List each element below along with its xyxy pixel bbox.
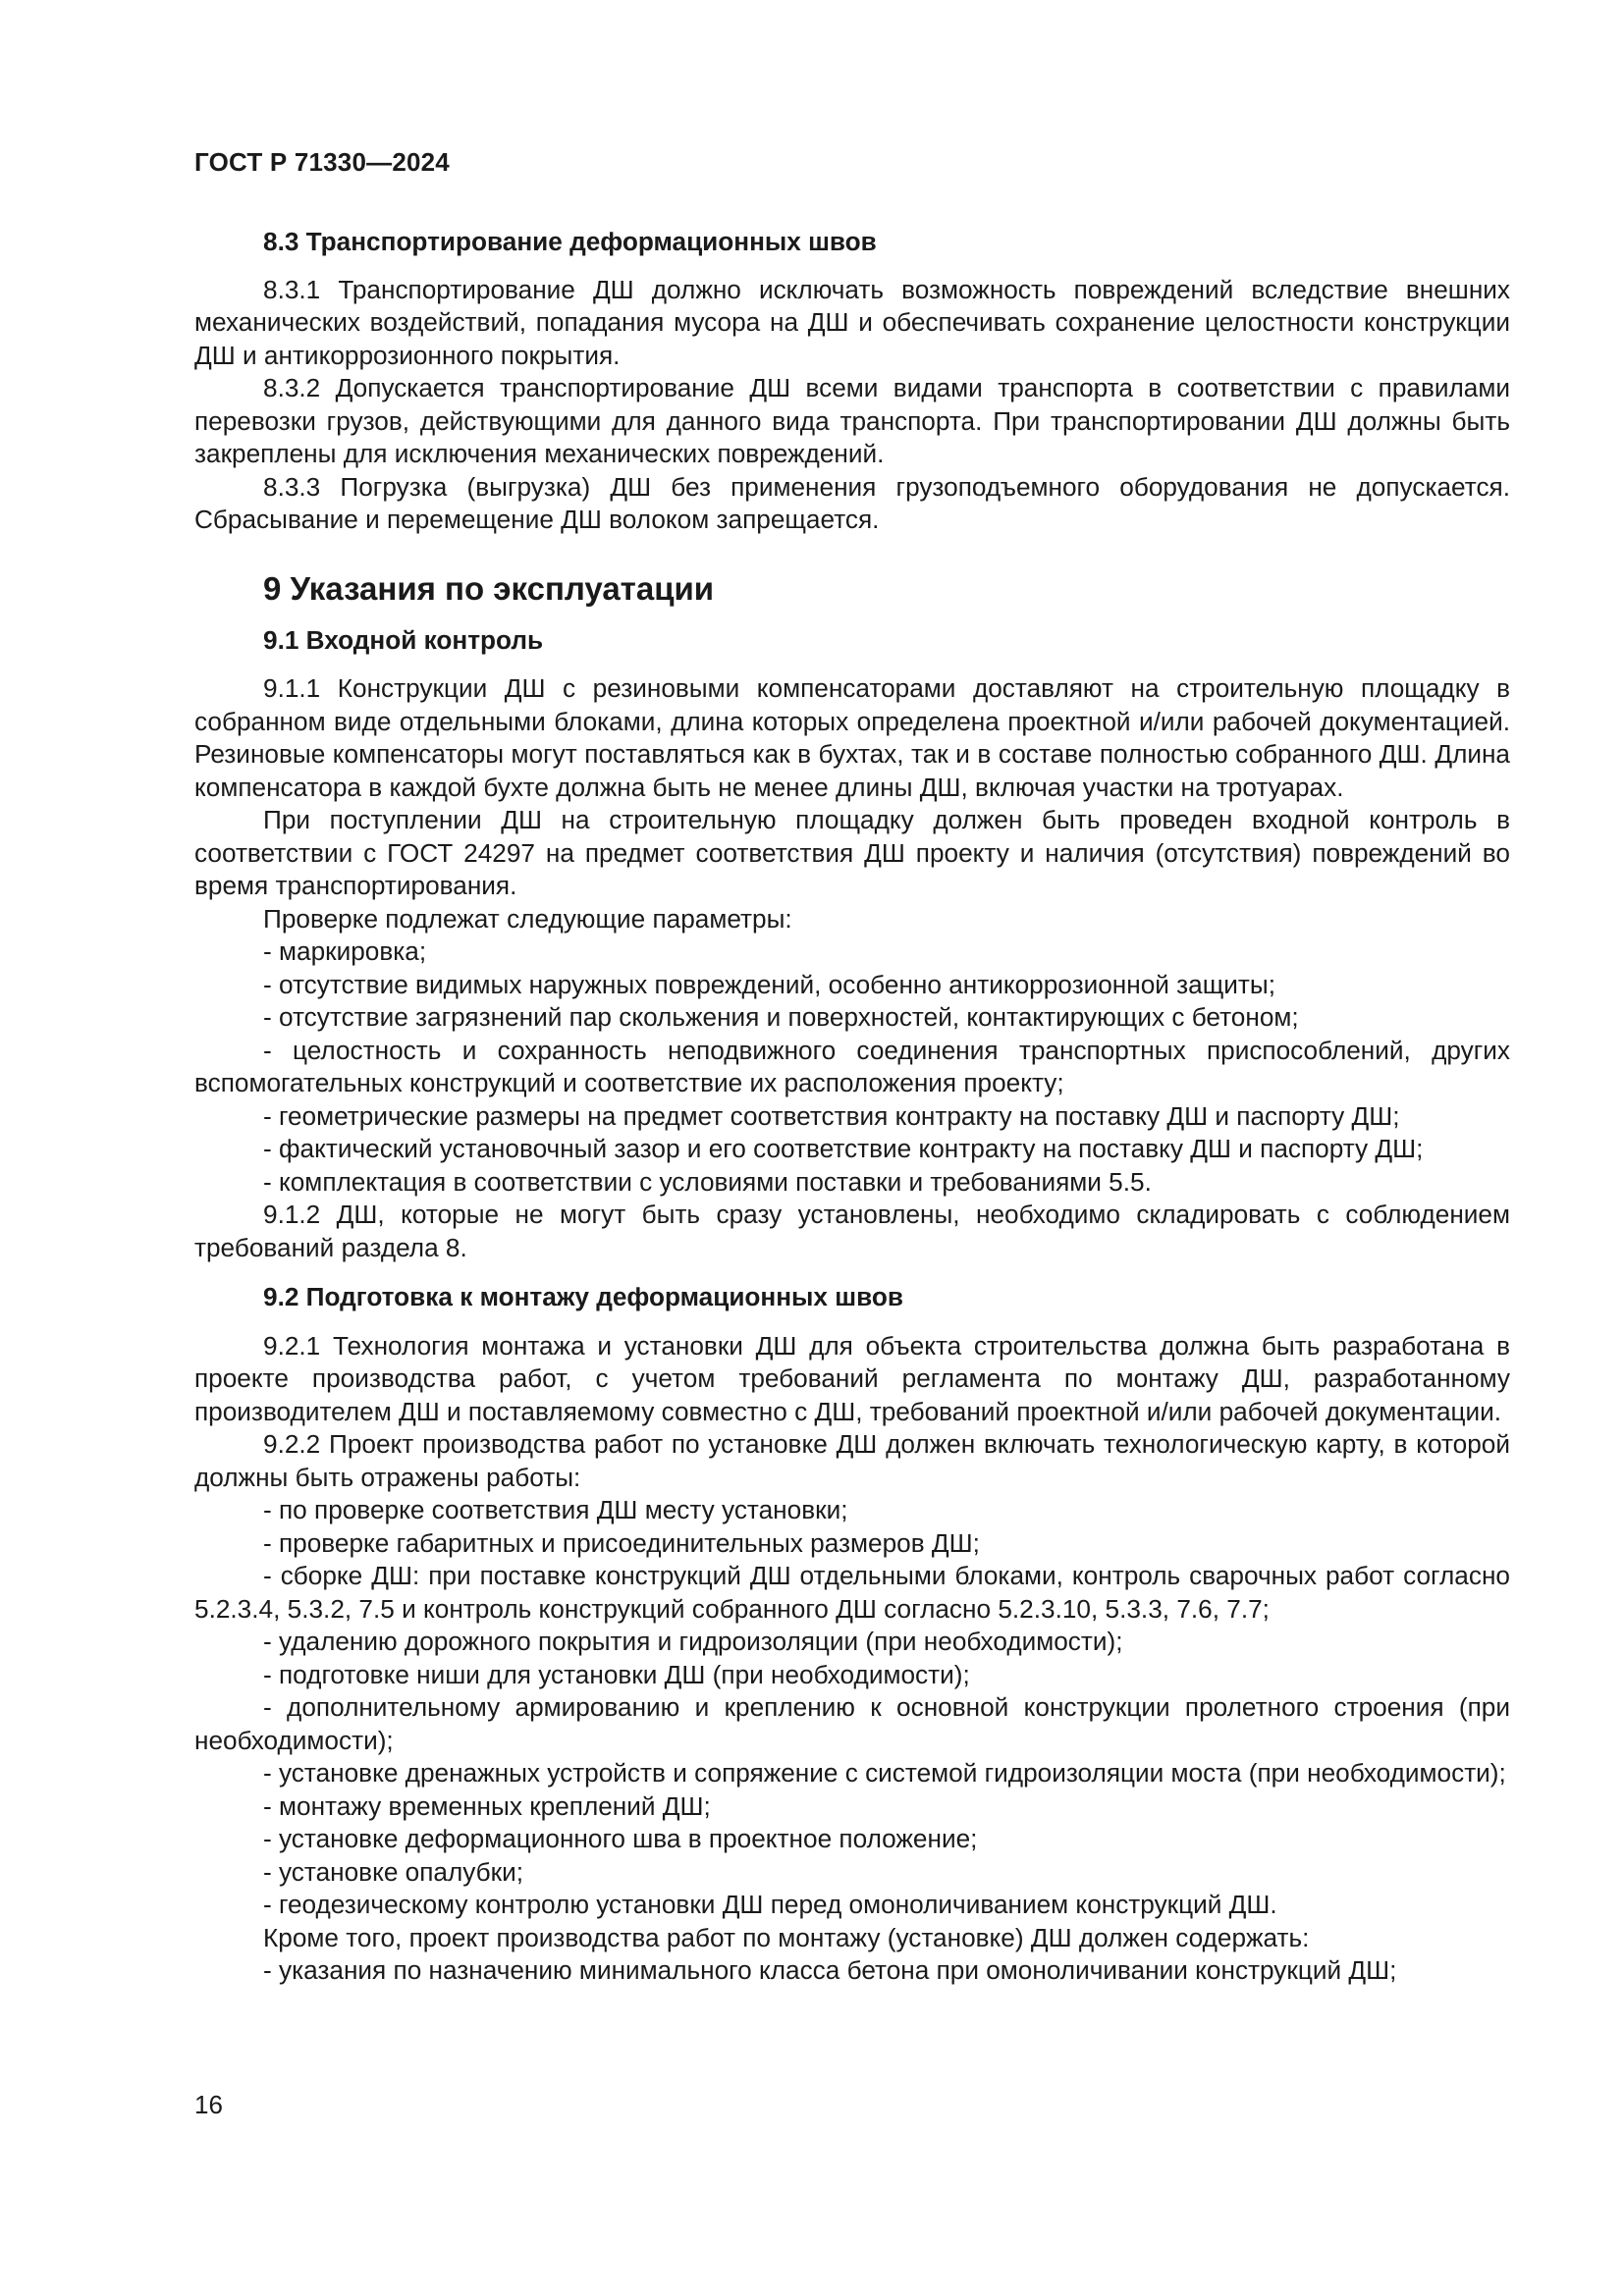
list-item: - комплектация в соответствии с условиями поставки и требованиями 5.5. xyxy=(263,1166,1152,1197)
list-item: - фактический установочный зазор и его соответствие контракту на поставку ДШ и паспорту ДШ; xyxy=(263,1134,1424,1163)
paragraph-9-1-parameters-intro: Проверке подлежат следующие параметры: xyxy=(263,903,792,934)
paragraph-8-3-1: 8.3.1 Транспортирование ДШ должно исключать возможность повреждений вследствие внешних механических воздействий, попадания мусора на ДШ и обеспечивать сохранение целостности конструкции ДШ и антикоррозионного покрытия. xyxy=(194,274,1510,370)
list-item: - сборке ДШ: при поставке конструкций ДШ отдельными блоками, контроль сварочных работ согласно 5.2.3.4, 5.3.2, 7.5 и контроль конструкций собранного ДШ согласно 5.2.3.10, 5.3.3, 7.6, 7.7; xyxy=(194,1561,1510,1624)
list-item: - геометрические размеры на предмет соответствия контракту на поставку ДШ и паспорту ДШ; xyxy=(263,1100,1400,1131)
section-8-3-heading: 8.3 Транспортирование деформационных швов xyxy=(263,227,877,256)
list-item: - указания по назначению минимального класса бетона при омоноличивании конструкций ДШ; xyxy=(263,1955,1397,1985)
list-item: - отсутствие загрязнений пар скольжения и поверхностей, контактирующих с бетоном; xyxy=(263,1002,1299,1032)
document-code: ГОСТ Р 71330—2024 xyxy=(194,147,450,177)
list-item: - дополнительному армированию и креплению к основной конструкции пролетного строения (при необходимости); xyxy=(194,1692,1510,1755)
list-item: - удалению дорожного покрытия и гидроизоляции (при необходимости); xyxy=(263,1627,1123,1656)
section-9-1-heading: 9.1 Входной контроль xyxy=(263,624,544,655)
paragraph-9-1-1: 9.1.1 Конструкции ДШ с резиновыми компенсаторами доставляют на строительную площадку в собранном виде отдельными блоками, длина которых определена проектной и/или рабочей документацией. Резиновые компенсаторы могут поставляться как в бухтах, так и в составе полностью собранного ДШ. Длина компенсатора в каждой бухте должна быть не менее длины ДШ, включая участки на тротуарах. xyxy=(194,673,1510,802)
list-item: - геодезическому контролю установки ДШ перед омоноличиванием конструкций ДШ. xyxy=(263,1890,1277,1919)
page-body xyxy=(194,226,1510,1988)
paragraph-8-3-2: 8.3.2 Допускается транспортирование ДШ всеми видами транспорта в соответствии с правилами перевозки грузов, действующими для данного вида транспорта. При транспортировании ДШ должны быть закреплены для исключения механических повреждений. xyxy=(194,373,1510,468)
paragraph-9-1-incoming-control: При поступлении ДШ на строительную площадку должен быть проведен входной контроль в соответствии с ГОСТ 24297 на предмет соответствия ДШ проекту и наличия (отсутствия) повреждений во время транспортирования. xyxy=(194,805,1510,900)
paragraph-9-2-additional: Кроме того, проект производства работ по монтажу (установке) ДШ должен содержать: xyxy=(263,1922,1310,1952)
paragraph-8-3-3: 8.3.3 Погрузка (выгрузка) ДШ без применения грузоподъемного оборудования не допускается. Сбрасывание и перемещение ДШ волоком запрещается. xyxy=(194,471,1510,534)
page-number: 16 xyxy=(194,2090,223,2119)
list-item: - монтажу временных креплений ДШ; xyxy=(263,1790,711,1821)
list-item: - маркировка; xyxy=(263,936,427,966)
list-item: - целостность и сохранность неподвижного соединения транспортных приспособлений, других вспомогательных конструкций и соответствие их расположения проекту; xyxy=(194,1035,1510,1097)
section-9-2-heading: 9.2 Подготовка к монтажу деформационных швов xyxy=(263,1282,903,1311)
list-item: - подготовке ниши для установки ДШ (при необходимости); xyxy=(263,1659,970,1689)
list-item: - установке дренажных устройств и сопряжение с системой гидроизоляции моста (при необходимости); xyxy=(263,1758,1506,1788)
list-item: - отсутствие видимых наружных повреждений, особенно антикоррозионной защиты; xyxy=(263,969,1276,999)
paragraph-9-2-2: 9.2.2 Проект производства работ по установке ДШ должен включать технологическую карту, в которой должны быть отражены работы: xyxy=(194,1429,1510,1492)
section-9-heading: 9 Указания по эксплуатации xyxy=(263,569,715,607)
list-item: - проверке габаритных и присоединительных размеров ДШ; xyxy=(263,1527,980,1558)
paragraph-9-1-2: 9.1.2 ДШ, которые не могут быть сразу установлены, необходимо складировать с соблюдением требований раздела 8. xyxy=(194,1200,1510,1262)
list-item: - установке деформационного шва в проектное положение; xyxy=(263,1824,978,1853)
paragraph-9-2-1: 9.2.1 Технология монтажа и установки ДШ для объекта строительства должна быть разработана в проекте производства работ, с учетом требований регламента по монтажу ДШ, разработанному производителем ДШ и поставляемому совместно с ДШ, требований проектной и/или рабочей документации. xyxy=(194,1330,1510,1426)
list-item: - установке опалубки; xyxy=(263,1856,524,1887)
list-item: - по проверке соответствия ДШ месту установки; xyxy=(263,1495,848,1524)
